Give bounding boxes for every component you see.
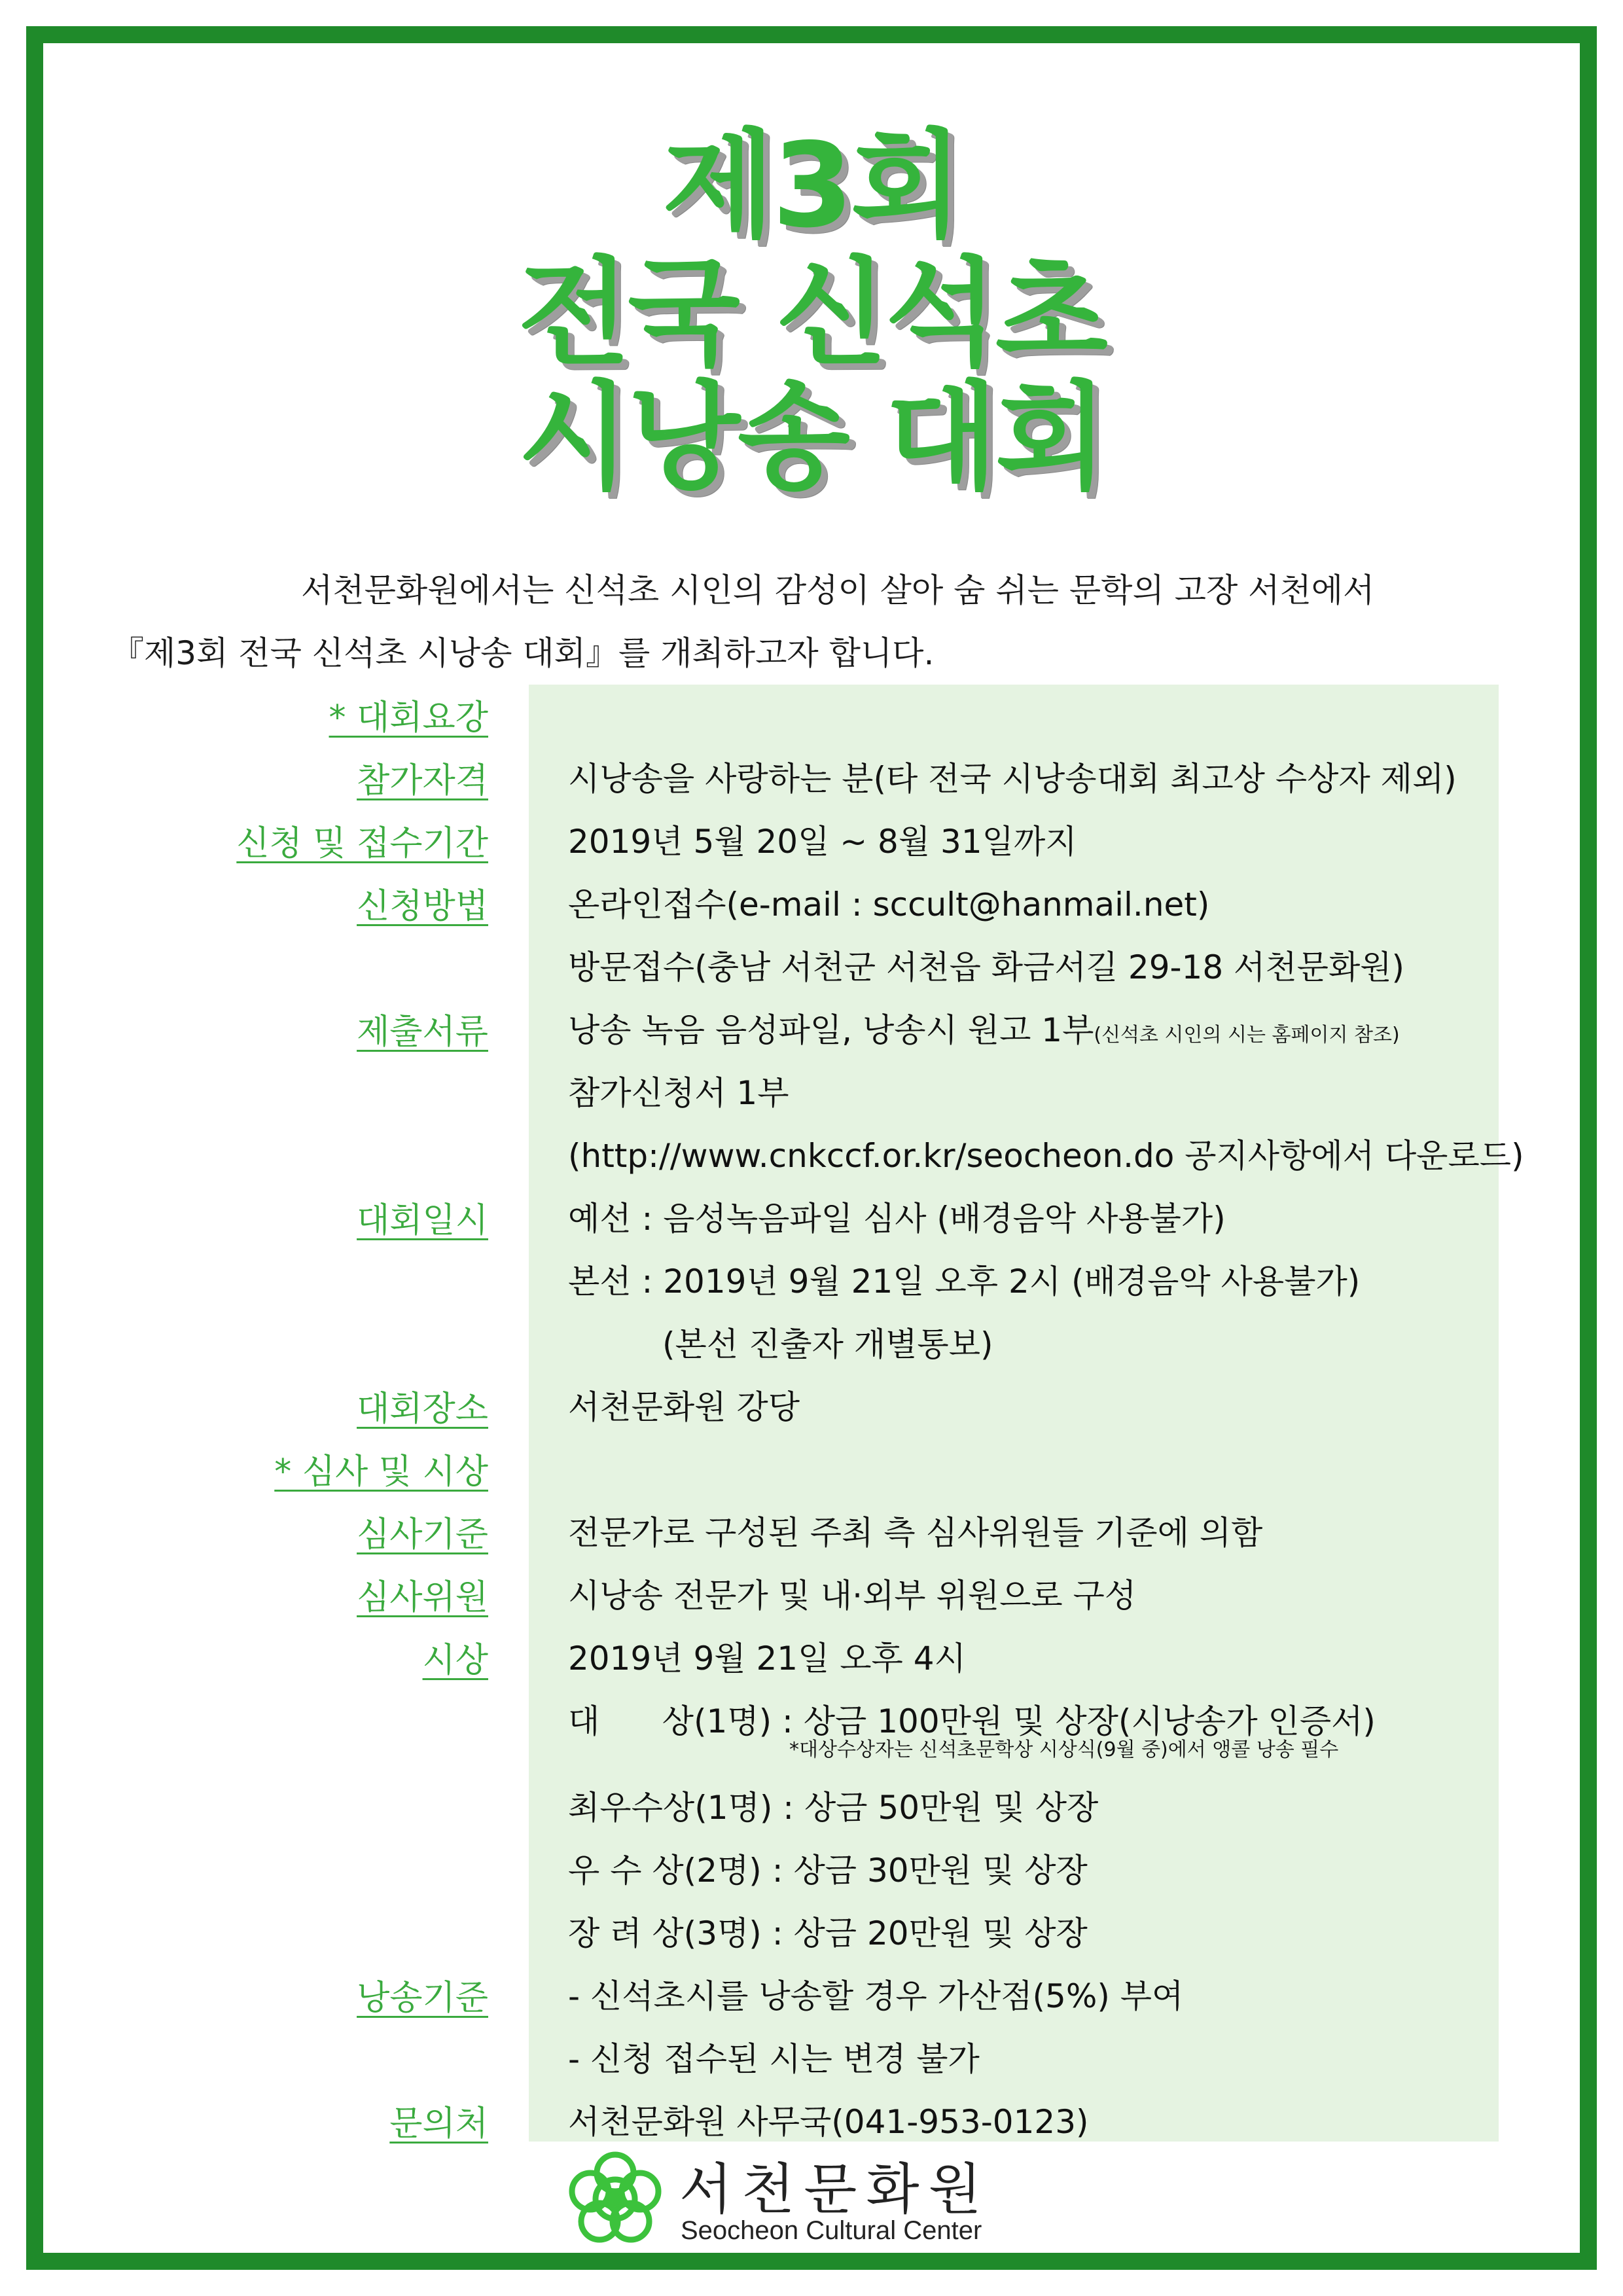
row-encouragement-prize xyxy=(0,1898,1623,1961)
row-application-period xyxy=(0,806,1623,869)
row-documents xyxy=(0,995,1623,1058)
row-value: 서천문화원 사무국(041-953-0123) xyxy=(568,2103,1089,2141)
section-overview-label: * 대회요강 xyxy=(329,698,488,738)
row-label: 심사위원 xyxy=(357,1578,488,1617)
row-label: 신청방법 xyxy=(357,887,488,926)
row-visit-application xyxy=(0,932,1623,995)
intro-line-1: 서천문화원에서는 신석초 시인의 감성이 살아 숨 쉬는 문학의 고장 서천에서 xyxy=(301,571,1375,609)
row-label: 시상 xyxy=(422,1641,488,1680)
row-venue xyxy=(0,1372,1623,1435)
section-judging-label: * 심사 및 시상 xyxy=(274,1452,488,1492)
row-eligibility xyxy=(0,744,1623,806)
row-download-url xyxy=(0,1121,1623,1183)
row-value: 서천문화원 강당 xyxy=(568,1388,800,1426)
row-excellence-prize xyxy=(0,1772,1623,1835)
row-value: 시낭송을 사랑하는 분(타 전국 시낭송대회 최고상 수상자 제외) xyxy=(568,760,1457,798)
documents-small-note: (신석초 시인의 시는 홈페이지 참조) xyxy=(1094,1024,1400,1047)
row-label: 심사기준 xyxy=(357,1515,488,1554)
row-value: 방문접수(충남 서천군 서천읍 화금서길 29-18 서천문화원) xyxy=(568,948,1405,986)
row-label: 제출서류 xyxy=(357,1013,488,1052)
row-value: 시낭송 전문가 및 내·외부 위원으로 구성 xyxy=(568,1577,1137,1615)
row-label: 신청 및 접수기간 xyxy=(236,824,488,863)
row-value: 2019년 5월 20일 ~ 8월 31일까지 xyxy=(568,823,1077,861)
logo-name-english: Seocheon Cultural Center xyxy=(681,2216,982,2245)
row-value: (본선 진출자 개별통보) xyxy=(662,1325,993,1363)
row-application-method xyxy=(0,869,1623,932)
row-value: 본선 : 2019년 9월 21일 오후 2시 (배경음악 사용불가) xyxy=(568,1263,1361,1300)
row-value: 대 상(1명) : 상금 100만원 및 상장(시낭송가 인증서) xyxy=(568,1702,1376,1740)
row-value: 전문가로 구성된 주최 측 심사위원들 기준에 의함 xyxy=(568,1514,1263,1552)
row-value: 장 려 상(3명) : 상금 20만원 및 상장 xyxy=(568,1914,1088,1952)
row-value: - 신청 접수된 시는 변경 불가 xyxy=(568,2040,980,2078)
row-value: 예선 : 음성녹음파일 심사 (배경음악 사용불가) xyxy=(568,1200,1226,1238)
title-line-3: 시낭송 대회 xyxy=(518,370,1105,505)
row-label: 참가자격 xyxy=(357,761,488,800)
title-line-1: 제3회 xyxy=(662,118,961,253)
section-judging xyxy=(0,1435,1623,1498)
row-value: 최우수상(1명) : 상금 50만원 및 상장 xyxy=(568,1789,1099,1827)
row-preliminary xyxy=(0,1183,1623,1246)
row-value: - 신석초시를 낭송할 경우 가산점(5%) 부여 xyxy=(568,1977,1184,2015)
row-contact xyxy=(0,2087,1623,2149)
intro-line-2: 『제3회 전국 신석초 시낭송 대회』를 개최하고자 합니다. xyxy=(111,634,935,672)
row-value: 온라인접수(e-mail : sccult@hanmail.net) xyxy=(568,886,1210,924)
row-recitation-rule-2 xyxy=(0,2024,1623,2087)
row-application-form xyxy=(0,1058,1623,1121)
row-label: 낭송기준 xyxy=(357,1979,488,2018)
row-value: 참가신청서 1부 xyxy=(568,1074,789,1112)
row-judges xyxy=(0,1560,1623,1623)
logo-name-korean: 서천문화원 xyxy=(679,2157,991,2221)
row-label: 대회일시 xyxy=(357,1201,488,1240)
row-final-notice xyxy=(0,1309,1623,1372)
row-value: 2019년 9월 21일 오후 4시 xyxy=(568,1640,966,1677)
documents-main-text: 낭송 녹음 음성파일, 낭송시 원고 1부 xyxy=(568,1011,1094,1049)
row-final xyxy=(0,1246,1623,1309)
row-recitation-rule-1 xyxy=(0,1961,1623,2024)
row-value: (http://www.cnkccf.or.kr/seocheon.do 공지사항에서 다운로드) xyxy=(568,1137,1524,1175)
row-value xyxy=(568,1004,1400,1051)
row-judging-criteria xyxy=(0,1498,1623,1560)
flower-logo-icon xyxy=(563,2147,668,2251)
row-merit-prize xyxy=(0,1835,1623,1898)
row-awards xyxy=(0,1623,1623,1686)
organization-logo xyxy=(563,2142,991,2259)
row-value: 우 수 상(2명) : 상금 30만원 및 상장 xyxy=(568,1852,1088,1890)
title-line-2: 전국 신석초 xyxy=(518,245,1105,381)
row-label: 대회장소 xyxy=(357,1390,488,1429)
row-label: 문의처 xyxy=(389,2104,488,2144)
section-overview xyxy=(0,681,1623,744)
grand-prize-note: *대상수상자는 신석초문학상 시상식(9월 중)에서 앵콜 낭송 필수 xyxy=(789,1738,1339,1761)
